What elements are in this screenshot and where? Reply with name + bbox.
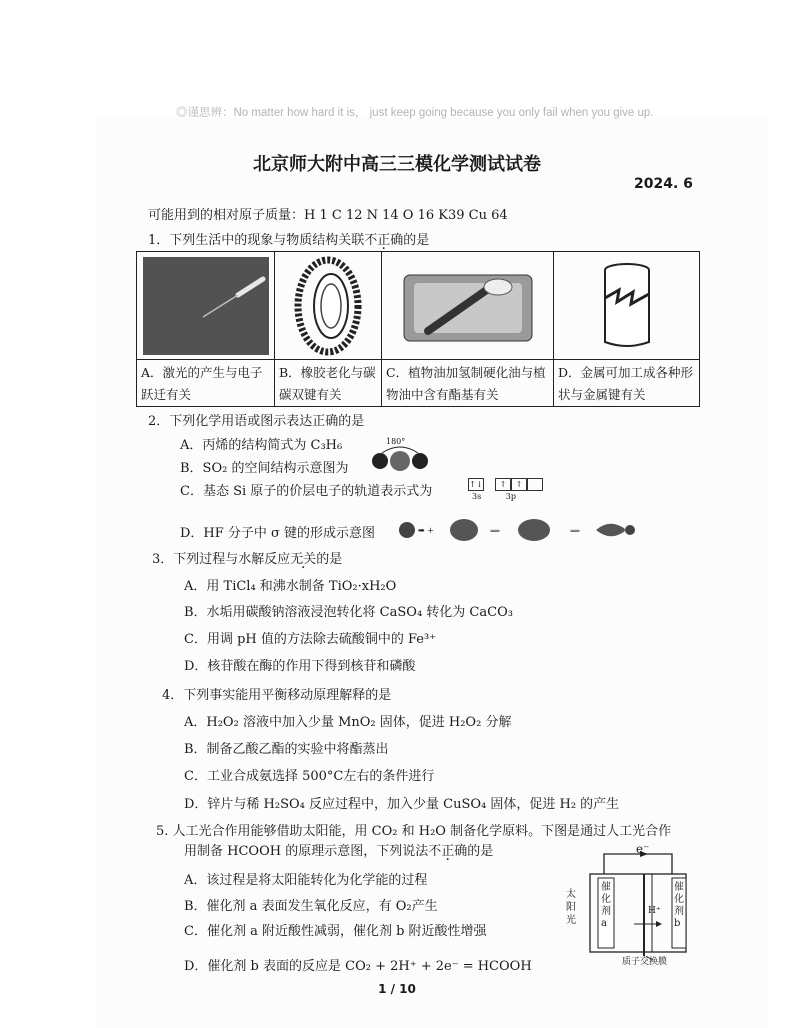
q1-option-b: B．橡胶老化与碳碳双键有关 (279, 365, 376, 402)
exam-date: 2024. 6 (634, 176, 693, 192)
catalyst-b-label: 催化剂b (674, 882, 684, 929)
electron-label: e⁻ (636, 842, 650, 856)
page-number: 1 / 10 (378, 982, 416, 996)
atomic-masses: 可能用到的相对原子质量：H 1 C 12 N 14 O 16 K39 Cu 64 (148, 208, 508, 223)
svg-text:➡ +: ➡ + (418, 526, 434, 535)
q3-stem (152, 548, 342, 567)
watermark: ◎谨思辨：No matter how hard it is， just keep going because you only fail when you give up. (176, 107, 654, 119)
orbital-3p-label: 3p (505, 492, 516, 501)
q1-cell-b (275, 252, 382, 406)
laser-image (137, 252, 274, 360)
q3-stem-end: 的是 (316, 552, 343, 567)
si-orbital-diagram (468, 478, 543, 501)
q5-option-c: C．催化剂 a 附近酸性减弱，催化剂 b 附近酸性增强 (184, 924, 487, 939)
svg-text:⟹: ⟹ (570, 527, 581, 535)
q1-stem-part: 1．下列生活中的现象与物质结构关联 (148, 233, 365, 248)
proton-label: H⁺ (648, 906, 661, 916)
q2-stem: 2．下列化学用语或图示表达正确的是 (148, 414, 365, 429)
q3-option-c: C．用调 pH 值的方法除去硫酸铜中的 Fe³⁺ (184, 632, 437, 647)
q1-option-a: A．激光的产生与电子跃迁有关 (141, 365, 263, 402)
orbital-3p-box: ↑ (511, 478, 527, 491)
catalyst-a-label: 催化剂a (601, 882, 611, 929)
q5-stem-line2 (184, 840, 493, 859)
q4-option-c: C．工业合成氨选择 500°C左右的条件进行 (184, 769, 435, 784)
hydrogenated-oil-image (382, 252, 553, 360)
sunlight-label: 太阳光 (566, 889, 576, 926)
q5-emphasis: 不正确 (428, 844, 468, 859)
q4-option-a: A．H₂O₂ 溶液中加入少量 MnO₂ 固体，促进 H₂O₂ 分解 (184, 715, 512, 730)
orbital-3s-box: ↑↓ (469, 480, 483, 489)
q2-option-d: D．HF 分子中 σ 键的形成示意图 (180, 526, 376, 541)
q1-option-c: C．植物油加氢制硬化油与植物油中含有酯基有关 (386, 365, 546, 402)
q3-option-b: B．水垢用碳酸钠溶液浸泡转化将 CaSO₄ 转化为 CaCO₃ (184, 605, 513, 620)
q1-option-d: D．金属可加工成各种形状与金属键有关 (558, 365, 694, 402)
q3-stem-part: 3．下列过程与水解反应 (152, 552, 291, 567)
hf-sigma-bond-diagram (398, 516, 638, 548)
q1-cell-d (554, 252, 699, 406)
q1-cell-c (382, 252, 554, 406)
q5-stem-line1: 5. 人工光合作用能够借助太阳能，用 CO₂ 和 H₂O 制备化学原料。下图是通过人工光合作 (156, 824, 672, 839)
svg-text:⟹: ⟹ (490, 527, 501, 535)
q5-option-a: A．该过程是将太阳能转化为化学能的过程 (184, 873, 428, 888)
q2-option-b: B．SO₂ 的空间结构示意图为 (180, 461, 349, 476)
q4-option-b: B．制备乙酸乙酯的实验中将酯蒸出 (184, 742, 389, 757)
q2-option-a: A．丙烯的结构简式为 C₃H₆ (180, 438, 343, 453)
membrane-label: 质子交换膜 (622, 957, 668, 967)
q1-emphasis: 不正确 (364, 233, 404, 248)
q3-emphasis: 无关 (290, 552, 317, 567)
q5-stem-part: 用制备 HCOOH 的原理示意图，下列说法 (184, 844, 429, 859)
q1-stem (148, 229, 429, 248)
tire-image (275, 252, 381, 360)
q4-stem: 4．下列事实能用平衡移动原理解释的是 (162, 688, 392, 703)
so2-model-icon (368, 439, 432, 477)
orbital-3p-box: ↑ (495, 478, 511, 491)
q5-option-b: B．催化剂 a 表面发生氧化反应，有 O₂产生 (184, 899, 438, 914)
page-title: 北京师大附中高三三模化学测试试卷 (253, 154, 541, 175)
q5-stem-end: 的是 (467, 844, 494, 859)
q4-option-d: D．锌片与稀 H₂SO₄ 反应过程中，加入少量 CuSO₄ 固体，促进 H₂ 的产生 (184, 797, 620, 812)
q1-table (136, 251, 700, 407)
can-image (554, 252, 699, 360)
q3-option-d: D．核苷酸在酶的作用下得到核苷和磷酸 (184, 659, 416, 674)
q3-option-a: A．用 TiCl₄ 和沸水制备 TiO₂·xH₂O (184, 579, 397, 594)
q2-option-c: C．基态 Si 原子的价层电子的轨道表示式为 (180, 484, 433, 499)
q1-stem-end: 的是 (403, 233, 430, 248)
q1-cell-a (137, 252, 275, 406)
q5-option-d: D．催化剂 b 表面的反应是 CO₂ + 2H⁺ + 2e⁻ = HCOOH (184, 959, 532, 974)
so2-angle-label: 180° (386, 437, 406, 446)
orbital-3s-label: 3s (472, 492, 482, 501)
artificial-photosynthesis-diagram (560, 844, 700, 966)
orbital-3p-box (527, 478, 543, 491)
